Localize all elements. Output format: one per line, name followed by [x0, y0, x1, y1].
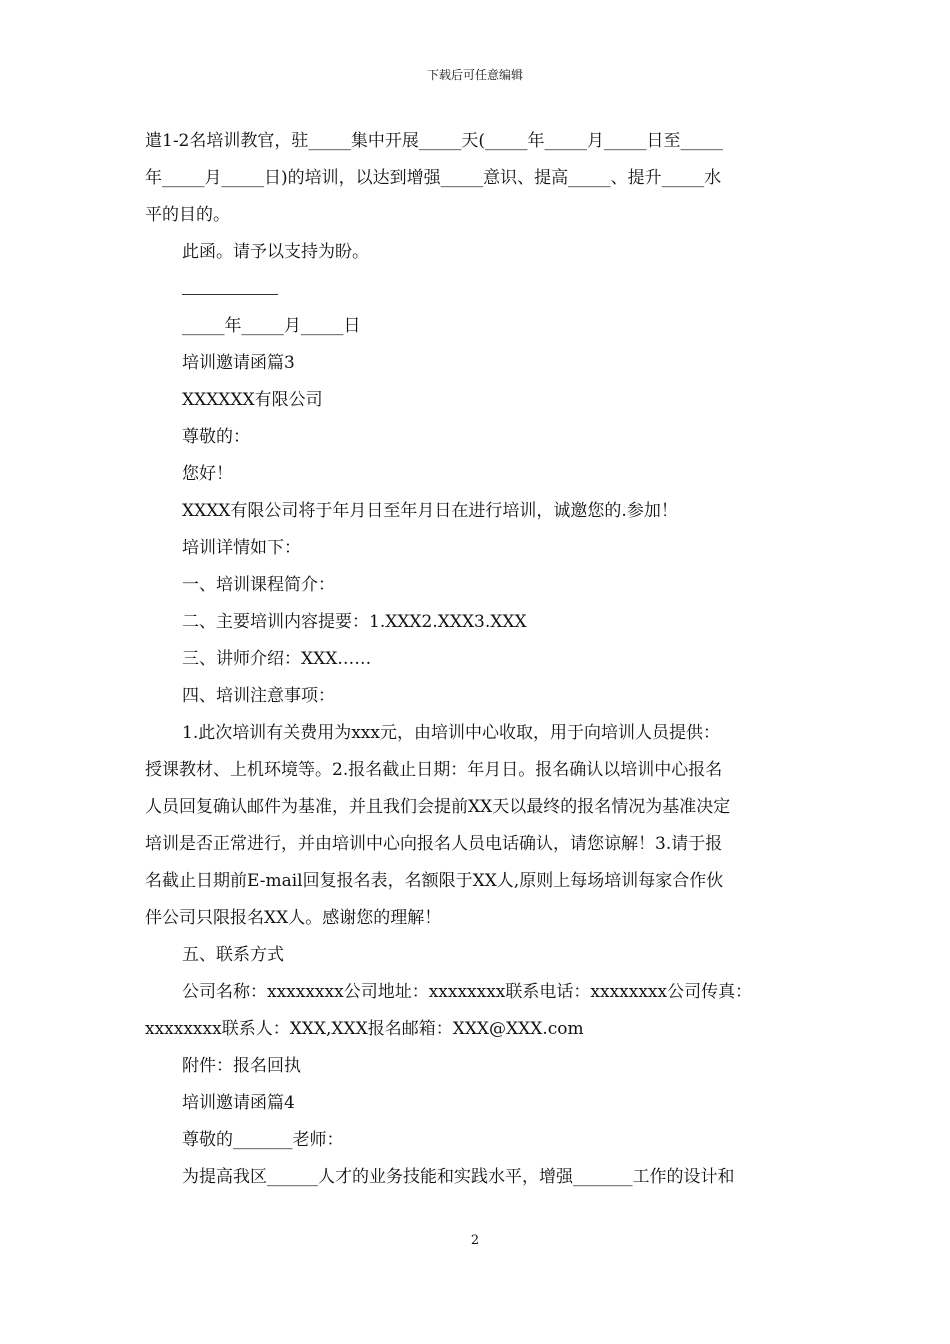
- salutation: 尊敬的_______老师：: [182, 1130, 344, 1150]
- list-item: 一、培训课程简介：: [182, 575, 335, 595]
- page-header: 下载后可任意编辑: [426, 68, 523, 82]
- text-line: 培训是否正常进行，并由培训中心向报名人员电话确认，请您谅解！3.请于报: [145, 834, 723, 854]
- document-body: [145, 123, 807, 1196]
- date-line: _____年_____月_____日: [182, 316, 361, 336]
- signature-line: [145, 271, 807, 308]
- text-line: 人员回复确认邮件为基准，并且我们会提前XX天以最终的报名情况为基准决定: [145, 797, 731, 817]
- greeting: 您好！: [182, 464, 233, 484]
- closing-line: 此函。请予以支持为盼。: [182, 242, 369, 262]
- attachment-line: 附件：报名回执: [182, 1056, 301, 1076]
- text-line: 公司名称：xxxxxxxx公司地址：xxxxxxxx联系电话：xxxxxxxx公司传真：: [182, 982, 753, 1002]
- text-line: 1.此次培训有关费用为xxx元，由培训中心收取，用于向培训人员提供：: [182, 723, 720, 743]
- text-line: 平的目的。: [145, 205, 230, 225]
- list-item: 五、联系方式: [182, 945, 284, 965]
- text-line: 遣1-2名培训教官，驻_____集中开展_____天(_____年_____月_____日至_____: [145, 131, 724, 151]
- text-line: 年_____月_____日)的培训，以达到增强_____意识、提高_____、提升_____水: [145, 168, 722, 188]
- text-line: 授课教材、上机环境等。2.报名截止日期：年月日。报名确认以培训中心报名: [145, 760, 723, 780]
- section-title: 培训邀请函篇4: [182, 1093, 295, 1113]
- text-line: 为提高我区______人才的业务技能和实践水平，增强_______工作的设计和: [182, 1167, 735, 1187]
- addressee-company: XXXXXX有限公司: [182, 390, 323, 410]
- text-line: 伴公司只限报名XX人。感谢您的理解！: [145, 908, 442, 928]
- text-line: XXXX有限公司将于年月日至年月日在进行培训，诚邀您的.参加！: [182, 501, 678, 521]
- text-line: 培训详情如下：: [182, 538, 301, 558]
- text-line: 名截止日期前E-mail回复报名表，名额限于XX人,原则上每场培训每家合作伙: [145, 871, 724, 891]
- list-item: 二、主要培训内容提要：1.XXX2.XXX3.XXX: [182, 612, 527, 632]
- salutation: 尊敬的：: [182, 427, 250, 447]
- text-line: xxxxxxxx联系人：XXX,XXX报名邮箱：XXX@XXX.com: [145, 1019, 584, 1039]
- list-item: 三、讲师介绍：XXX……: [182, 649, 372, 669]
- section-title: 培训邀请函篇3: [182, 353, 295, 373]
- page-number: 2: [470, 1233, 480, 1248]
- list-item: 四、培训注意事项：: [182, 686, 335, 706]
